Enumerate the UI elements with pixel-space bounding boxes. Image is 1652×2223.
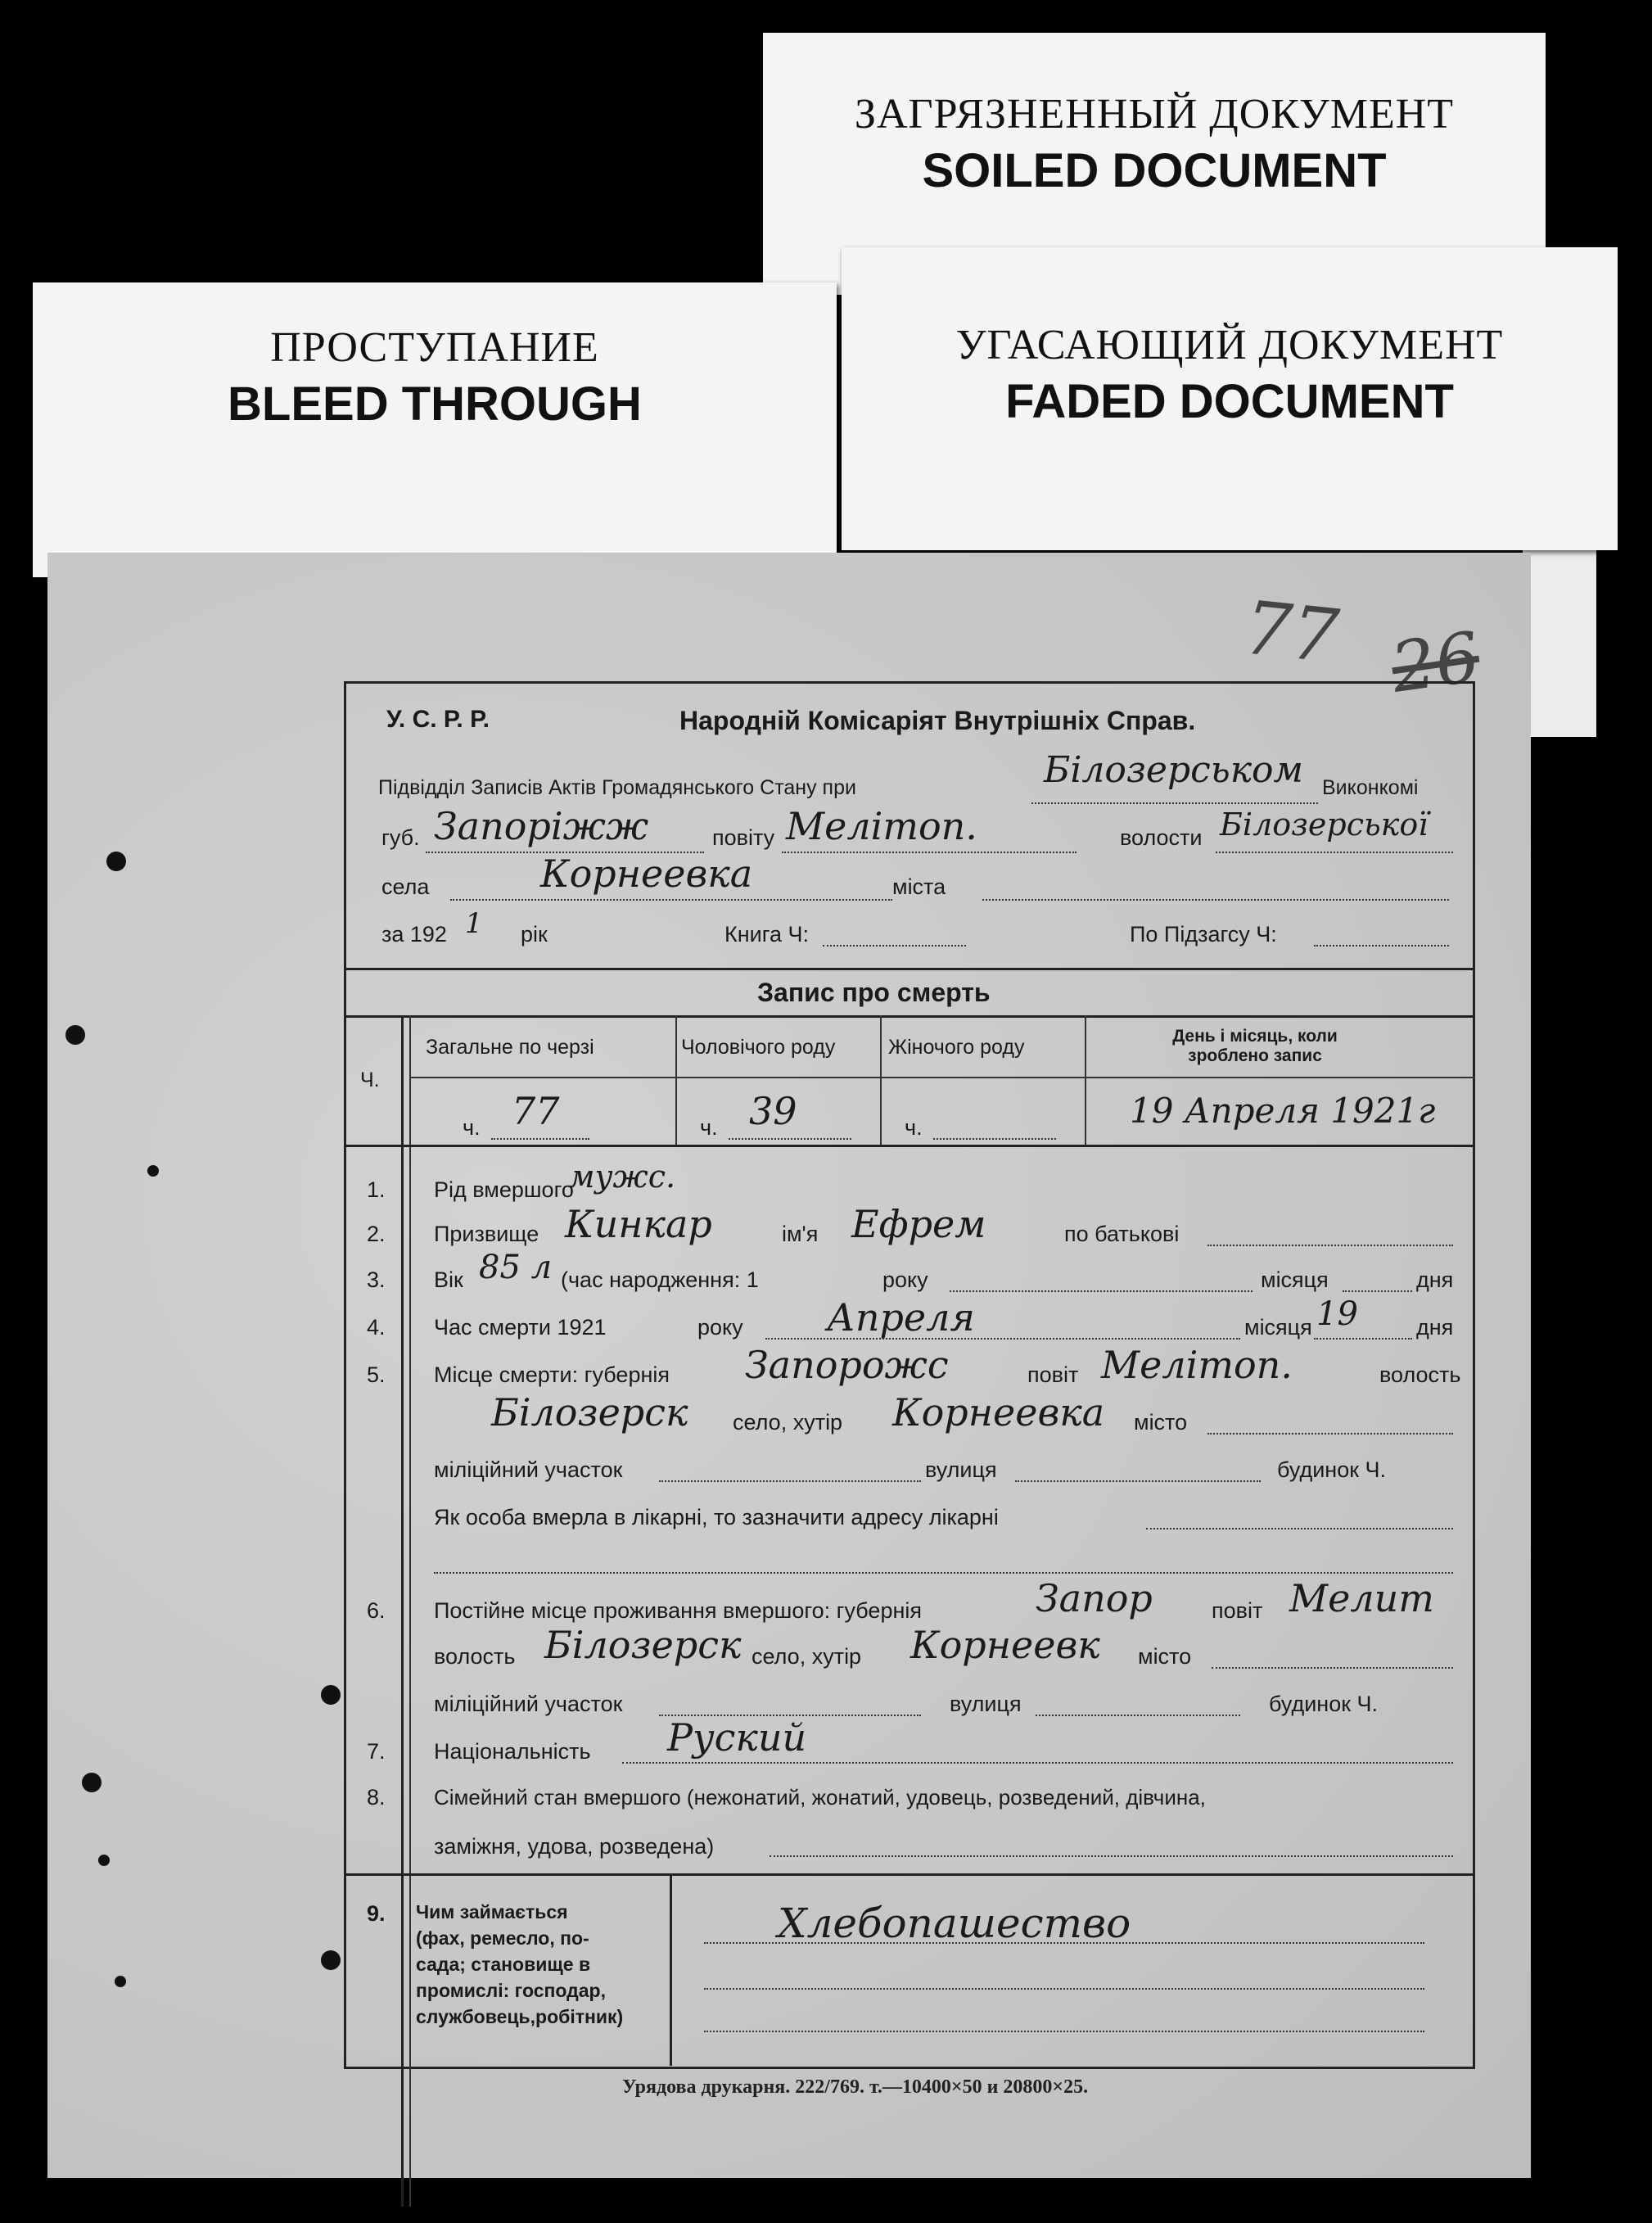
punch-hole xyxy=(147,1165,159,1177)
fill-line xyxy=(1314,1338,1412,1340)
fill-line xyxy=(765,1338,1240,1340)
year-value: 1 xyxy=(465,907,483,940)
row-6-num: 6. xyxy=(367,1598,386,1623)
row-3-birth-label: (час народження: 1 xyxy=(561,1267,759,1292)
row-5b-selo-value: Корнеевка xyxy=(892,1390,1105,1435)
fill-line xyxy=(782,852,1077,853)
fill-line xyxy=(1216,852,1453,853)
fill-line xyxy=(434,1572,1453,1574)
faded-label-ru: УГАСАЮЩИЙ ДОКУМЕНТ xyxy=(955,322,1504,368)
row-8-num: 8. xyxy=(367,1785,386,1810)
fill-line xyxy=(450,899,892,901)
row-2-patronymic-label: по батькові xyxy=(1064,1222,1180,1246)
fill-line xyxy=(823,945,966,947)
selo-value: Корнеевка xyxy=(540,852,753,896)
bleed-label-ru: ПРОСТУПАНИЕ xyxy=(270,324,599,371)
fill-line xyxy=(704,1988,1424,1990)
column-line xyxy=(675,1015,677,1146)
punch-hole xyxy=(82,1773,102,1792)
gub-label: губ. xyxy=(381,825,420,850)
row-6c-house-label: будинок Ч. xyxy=(1269,1692,1379,1716)
row-6c-street-label: вулиця xyxy=(950,1692,1022,1716)
punch-hole xyxy=(321,1950,341,1970)
row-9-value: Хлебопашество xyxy=(778,1900,1131,1947)
row-5b-misto-label: місто xyxy=(1134,1410,1188,1435)
soiled-label-ru: ЗАГРЯЗНЕННЫЙ ДОКУМЕНТ xyxy=(854,91,1455,138)
row-5-povit-label: повіт xyxy=(1027,1362,1079,1387)
row-3-month-label: місяця xyxy=(1261,1267,1329,1292)
row-2-num: 2. xyxy=(367,1222,386,1246)
executive-label: Виконкомі xyxy=(1322,776,1419,799)
row-5b-selo-label: село, хутір xyxy=(733,1410,843,1435)
fill-line xyxy=(933,1138,1056,1140)
printer-imprint: Урядова друкарня. 222/769. т.—10400×50 и 20800×25. xyxy=(622,2076,1089,2098)
row-7-label: Національність xyxy=(434,1739,591,1764)
volost-value: Білозерської xyxy=(1220,807,1429,843)
volost-label: волости xyxy=(1120,825,1203,850)
row-2-label: Призвище xyxy=(434,1222,539,1246)
row-9-num: 9. xyxy=(367,1901,386,1926)
row-9-label-4: промислі: господар, xyxy=(416,1980,606,2001)
col-female: Жіночого роду xyxy=(888,1036,1025,1059)
row-6b-selo-label: село, хутір xyxy=(752,1644,862,1669)
row-6b-misto-label: місто xyxy=(1138,1644,1192,1669)
general-value: 77 xyxy=(512,1089,560,1133)
column-line xyxy=(409,1015,411,2207)
misto-label: міста xyxy=(892,874,946,899)
punch-hole xyxy=(106,852,126,871)
row-9-label-3: сада; становище в xyxy=(416,1954,591,1975)
povit-value: Мелітоп. xyxy=(786,804,977,848)
header-commissariat: Народній Комісаріят Внутрішніх Справ. xyxy=(679,706,1196,735)
fill-line xyxy=(1343,1290,1412,1292)
row-3-num: 3. xyxy=(367,1267,386,1292)
row-3-year-label: року xyxy=(882,1267,928,1292)
row-1-value: мужс. xyxy=(569,1159,676,1195)
column-line xyxy=(670,1873,672,2066)
row-9-label-1: Чим займається xyxy=(416,1901,568,1923)
row-8-label: Сімейний стан вмершого (нежонатий, жонатий, удовець, розведений, дівчина, xyxy=(434,1785,1206,1810)
date-value: 19 Апреля 1921г xyxy=(1130,1091,1436,1131)
fill-line xyxy=(1015,1480,1261,1482)
row-6b-selo-value: Корнеевк xyxy=(910,1623,1100,1667)
card-edge xyxy=(1523,540,1596,737)
fill-line xyxy=(1207,1245,1453,1246)
row-6-label: Постійне місце проживання вмершого: губернія xyxy=(434,1598,922,1623)
row-4-day-value: 19 xyxy=(1316,1295,1358,1333)
row-5b-volost-value: Білозерск xyxy=(491,1390,688,1435)
row-4-label: Час смерти 1921 xyxy=(434,1315,607,1340)
fill-line xyxy=(1314,945,1449,947)
subdept-value: Білозерськом xyxy=(1044,749,1303,791)
soiled-label-en: SOILED DOCUMENT xyxy=(922,144,1387,197)
punch-hole xyxy=(98,1855,110,1866)
fill-line xyxy=(1036,1715,1240,1716)
povit-label: повіту xyxy=(712,825,775,850)
gub-value: Запоріжж xyxy=(434,804,649,848)
fill-line xyxy=(622,1762,1453,1764)
row-3-day-label: дня xyxy=(1416,1267,1454,1292)
row-5c-house-label: будинок Ч. xyxy=(1277,1457,1387,1482)
fill-line xyxy=(729,1138,851,1140)
faded-label-en: FADED DOCUMENT xyxy=(1005,375,1454,428)
column-line xyxy=(880,1015,882,1146)
male-value: 39 xyxy=(749,1089,797,1133)
row-1-label: Рід вмершого xyxy=(434,1177,574,1202)
table-top xyxy=(344,1015,1475,1018)
archive-old-number: 26 xyxy=(1386,617,1485,708)
row-6-gub-value: Запор xyxy=(1036,1576,1153,1620)
general-prefix: ч. xyxy=(463,1115,481,1140)
row-5-num: 5. xyxy=(367,1362,386,1387)
fill-line xyxy=(659,1480,921,1482)
row-3-value: 85 л xyxy=(479,1249,553,1286)
ch-label: Ч. xyxy=(360,1069,380,1091)
row-2-name-value: Ефрем xyxy=(851,1202,986,1246)
row-line xyxy=(409,1077,1475,1078)
row-5-label: Місце смерти: губернія xyxy=(434,1362,670,1387)
row-line xyxy=(344,1145,1475,1147)
fill-line xyxy=(770,1855,1453,1857)
row-4-day-label: дня xyxy=(1416,1315,1454,1340)
selo-label: села xyxy=(381,874,430,899)
fill-line xyxy=(1146,1528,1453,1529)
row-5c-police-label: міліційний участок xyxy=(434,1457,623,1482)
row-6c-police-label: міліційний участок xyxy=(434,1692,623,1716)
column-line xyxy=(401,1015,404,2207)
fill-line xyxy=(1207,1433,1453,1435)
row-4-month-label: місяця xyxy=(1244,1315,1312,1340)
col-male: Чоловічого роду xyxy=(681,1036,836,1059)
row-7-num: 7. xyxy=(367,1739,386,1764)
row-4-year-label: року xyxy=(697,1315,743,1340)
row-1-num: 1. xyxy=(367,1177,386,1202)
divider xyxy=(344,968,1475,970)
fill-line xyxy=(1031,802,1318,804)
row-line xyxy=(344,1873,1475,1876)
archive-number: 77 xyxy=(1239,585,1343,680)
year-label: за 192 xyxy=(381,922,447,947)
record-title: Запис про смерть xyxy=(757,978,991,1007)
col-date: День і місяць, коли зроблено запис xyxy=(1172,1027,1338,1065)
fill-line xyxy=(704,1942,1424,1944)
male-prefix: ч. xyxy=(700,1115,718,1140)
punch-hole xyxy=(321,1685,341,1705)
subsection-label: По Підзагсу Ч: xyxy=(1130,922,1277,947)
year-suffix: рік xyxy=(521,922,548,947)
fill-line xyxy=(491,1138,589,1140)
bleed-through-card xyxy=(33,282,837,577)
fill-line xyxy=(1212,1667,1453,1669)
punch-hole xyxy=(65,1025,85,1045)
fill-line xyxy=(982,899,1449,901)
row-8b-label: заміжня, удова, розведена) xyxy=(434,1834,715,1859)
row-7-value: Руский xyxy=(667,1715,807,1760)
fill-line xyxy=(704,2031,1424,2032)
row-6b-volost-value: Білозерск xyxy=(544,1623,742,1667)
row-6-povit-label: повіт xyxy=(1212,1598,1263,1623)
row-6b-volost-label: волость xyxy=(434,1644,516,1669)
row-5-povit-value: Мелітоп. xyxy=(1101,1343,1293,1387)
row-6-povit-value: Мелит xyxy=(1289,1576,1434,1620)
bleed-label-en: BLEED THROUGH xyxy=(228,377,642,431)
row-5-volost-label: волость xyxy=(1379,1362,1461,1387)
row-5c-street-label: вулиця xyxy=(925,1457,997,1482)
row-9-label-5: службовець,робітник) xyxy=(416,2006,624,2027)
row-5-gub-value: Запорожс xyxy=(745,1343,949,1387)
book-label: Книга Ч: xyxy=(724,922,809,947)
subdept-label: Підвідділ Записів Актів Громадянського Стану при xyxy=(378,776,856,799)
header-ussr: У. С. Р. Р. xyxy=(386,706,490,733)
row-3-label: Вік xyxy=(434,1267,463,1292)
col-general: Загальне по черзі xyxy=(426,1036,594,1059)
punch-hole xyxy=(115,1976,126,1987)
fill-line xyxy=(950,1290,1253,1292)
female-prefix: ч. xyxy=(905,1115,923,1140)
column-line xyxy=(1085,1015,1086,1146)
row-9-label-2: (фах, ремесло, по- xyxy=(416,1927,589,1949)
row-2-name-label: ім'я xyxy=(782,1222,819,1246)
row-5d-hospital-label: Як особа вмерла в лікарні, то зазначити адресу лікарні xyxy=(434,1505,999,1529)
row-4-month-value: Апреля xyxy=(827,1295,975,1340)
row-4-num: 4. xyxy=(367,1315,386,1340)
row-2-value: Кинкар xyxy=(565,1202,712,1246)
faded-document-card xyxy=(842,247,1618,550)
